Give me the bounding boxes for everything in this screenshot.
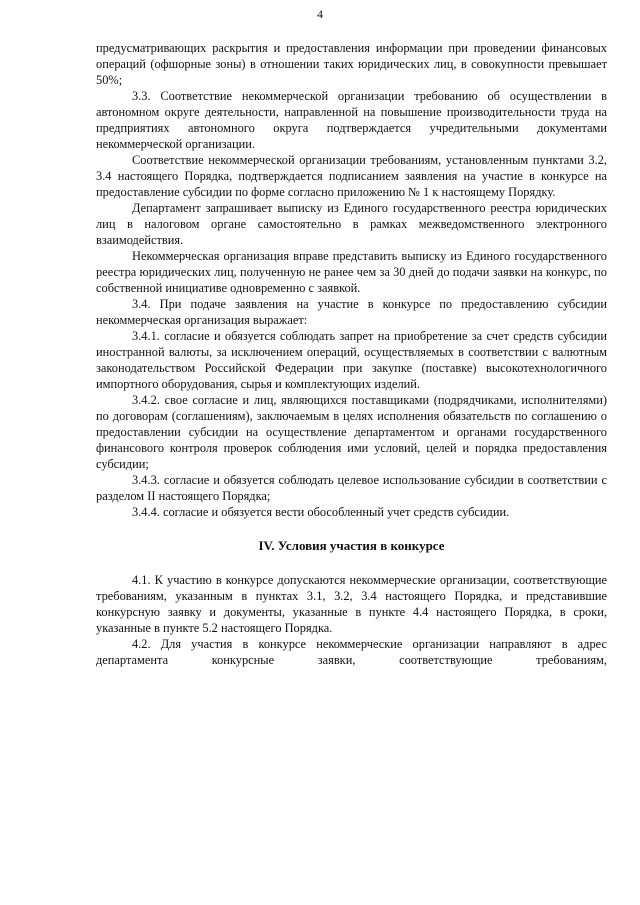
paragraph: 3.4.4. согласие и обязуется вести обособленный учет средств субсидии. [132,505,510,519]
paragraph: Соответствие некоммерческой организации требованиям, установленным пунктами 3.2, 3.4 настоящего Порядка, подтверждается подписанием заявления на участие в конкурсе на предоставление субсидии по форме согласно приложению № 1 к настоящему Порядку. [96,153,607,199]
paragraph: 3.3. Соответствие некоммерческой организации требованию об осуществлении в автономном округе деятельности, направленной на повышение производительности труда на предприятиях автономного округа подтверждается учредительными документами некоммерческой организации. [96,89,607,151]
paragraph: 3.4. При подаче заявления на участие в конкурсе по предоставлению субсидии некоммерческая организация выражает: [96,297,607,327]
paragraph: Департамент запрашивает выписку из Единого государственного реестра юридических лиц в налоговом органе самостоятельно в рамках межведомственного электронного взаимодействия. [96,201,607,247]
paragraph: 3.4.3. согласие и обязуется соблюдать целевое использование субсидии в соответствии с разделом II настоящего Порядка; [96,473,607,503]
paragraph: предусматривающих раскрытия и предоставления информации при проведении финансовых операций (офшорные зоны) в отношении таких юридических лиц, в совокупности превышает 50%; [96,41,607,87]
paragraphs-before-heading [96,40,607,520]
paragraph: Некоммерческая организация вправе представить выписку из Единого государственного реестра юридических лиц, полученную не ранее чем за 30 дней до подачи заявки на конкурс, по собственной инициативе одновременно с заявкой. [96,249,607,295]
document-body [96,40,607,668]
page-number: 4 [317,7,323,21]
section-heading: IV. Условия участия в конкурсе [258,538,445,553]
paragraphs-after-heading [96,572,607,668]
paragraph: 3.4.1. согласие и обязуется соблюдать запрет на приобретение за счет средств субсидии иностранной валюты, за исключением операций, осуществляемых в соответствии с валютным законодательством Российской Федерации при закупке (поставке) высокотехнологичного импортного оборудования, сырья и комплектующих изделий. [96,329,607,391]
paragraph: 4.2. Для участия в конкурсе некоммерческие организации направляют в адрес департамента конкурсные заявки, соответствующие требованиям, [96,637,607,667]
paragraph: 4.1. К участию в конкурсе допускаются некоммерческие организации, соответствующие требованиям, указанным в пунктах 3.1, 3.2, 3.4 настоящего Порядка, и представившие конкурсную заявку и документы, указанные в пункте 4.4 настоящего Порядка, в сроки, указанные в пункте 5.2 настоящего Порядка. [96,573,607,635]
paragraph: 3.4.2. свое согласие и лиц, являющихся поставщиками (подрядчиками, исполнителями) по договорам (соглашениям), заключаемым в целях исполнения обязательств по соглашению о предоставлении субсидии на осуществление департаментом и органами государственного финансового контроля проверок соблюдения ими условий, целей и порядка предоставления субсидии; [96,393,607,471]
